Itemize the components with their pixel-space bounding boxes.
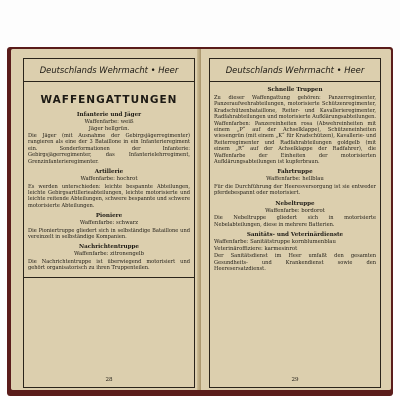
section-subline: Waffenfarbe: weiß: [84, 119, 134, 125]
section-schnelle-truppen: [214, 87, 376, 165]
left-page: [11, 49, 201, 390]
right-page-header: Deutschlands Wehrmacht • Heer: [210, 59, 380, 82]
right-page: [201, 49, 391, 390]
section-subline: Jäger hellgrün.: [88, 125, 130, 132]
section-heading: Artillerie: [94, 169, 124, 176]
section-sanitaetsdienste: [214, 232, 376, 272]
section-subline: Waffenfarbe: bordorot: [265, 207, 325, 214]
left-page-header: Deutschlands Wehrmacht • Heer: [24, 59, 194, 82]
right-page-frame: [209, 58, 381, 388]
section-text: Zu dieser Waffengattung gehören: Panzerregimenter, Panzeraufwehrabteilungen, motorisierte Schützenregimenter, Kradschützenbataillone, Reiter- und Kavallerieregimenter, Radfahrabteilungen und motorisierte Aufklärungsabteilungen. Waffenfarben: Panzereinheiten rosa (Abwehreinheiten mit einem „P“ auf der Achselklappe), Schützeneinheiten wiesengrün (mit einem „K“ für Kradschützen), Kavallerie- und Reiterregimenter und Radfahrabteilungen goldgelb (mit einem „R“ auf der Achselklappe der Radfahrer), die Waffenfarbe der Einheiten der motorisierten Aufklärungsabteilungen ist kupferbraun.: [214, 95, 376, 166]
section-subline: Waffenfarbe: hellblau: [266, 176, 324, 183]
section-heading: Nebeltruppe: [275, 200, 315, 207]
left-page-frame: [23, 58, 195, 388]
footer-rule: [24, 277, 194, 278]
right-page-body: [210, 82, 380, 272]
page-number: 29: [291, 377, 299, 383]
section-text: Der Sanitätsdienst im Heer umfaßt den gesamten Gesundheits- und Krankendienst sowie den Heeresersatzdienst.: [214, 253, 376, 272]
section-text: Die Jäger (mit Ausnahme der Gebirgsjägerregimenter) rangieren als eine der 3 Bataillone in ein Infanterieregiment ein. Sonderformationen der Infanterie: Gebirgsjägerregimenter, das Infanterielehrregiment, Grenzinfanterieregimenter.: [28, 133, 190, 165]
section-subline: Waffenfarbe: zitronengelb: [74, 251, 144, 258]
section-text: Die Nachrichtentruppe ist überwiegend motorisiert und gehört organisatorisch zu ihren Truppenteilen.: [28, 258, 190, 272]
section-nebeltruppe: [214, 201, 376, 228]
section-heading: Schnelle Truppen: [267, 87, 323, 93]
section-heading: Sanitäts- und Veterinärdienste: [246, 232, 344, 239]
left-page-body: [24, 82, 194, 278]
page-number: 28: [105, 377, 113, 383]
section-heading: Nachrichtentruppe: [79, 244, 139, 251]
page-title: WAFFENGATTUNGEN: [40, 94, 178, 106]
section-nachrichtentruppe: [28, 244, 190, 271]
section-subline: Veterinäroffiziere: karmesinrot: [214, 245, 298, 252]
section-heading: Infanterie und Jäger: [76, 112, 142, 118]
section-subline: Waffenfarbe: hochrot: [80, 176, 138, 183]
section-subline: Waffenfarbe: schwarz: [79, 220, 139, 227]
section-text: Es werden unterschieden: leichte bespannte Abteilungen, leichte Gebirgsartillerieabteilungen, leichte motorisierte und leichte reitende Abteilungen, schwere bespannte und schwere motorisierte Abteilungen.: [28, 183, 190, 209]
section-heading: Pioniere: [95, 213, 123, 220]
section-heading: Fahrtruppe: [277, 169, 313, 176]
section-fahrtruppe: [214, 169, 376, 196]
section-subline: Waffenfarbe: Sanitätstruppe kornblumenblau: [214, 239, 336, 246]
section-artillerie: [28, 169, 190, 209]
section-text: Die Pioniertruppe gliedert sich in selbständige Bataillone und vereinzelt in selbständige Kompanien.: [28, 227, 190, 241]
section-text: Für die Durchführung der Heeresversorgung ist sie entweder pferdebespannt oder motorisiert.: [214, 183, 376, 197]
section-infanterie: [28, 112, 190, 165]
section-pioniere: [28, 213, 190, 240]
section-text: Die Nebeltruppe gliedert sich in motorisierte Nebelabteilungen, diese in mehrere Batterien.: [214, 215, 376, 228]
